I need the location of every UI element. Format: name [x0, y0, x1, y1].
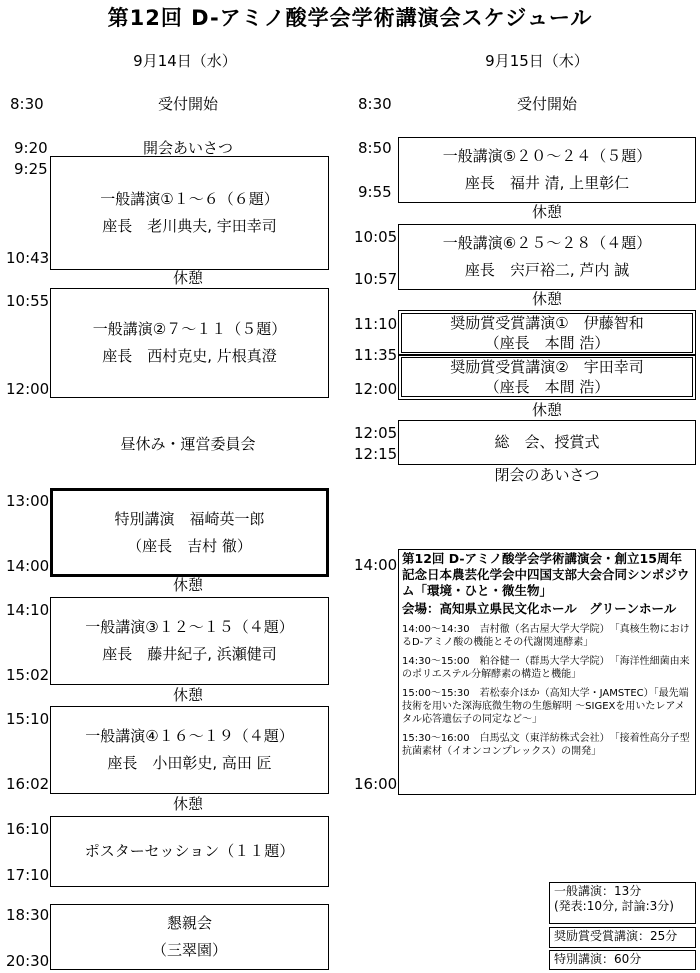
day1-lunch: 昼休み・運営委員会 — [120, 435, 256, 453]
day2-closing: 閉会のあいさつ — [494, 466, 600, 484]
day1-reception: 受付開始 — [157, 95, 218, 113]
symposium-talk: 15:00～15:30 若松泰介ほか（高知大学・JAMSTEC）「最先端技術を用いた深海底微生物の生態解明 ～SIGEXを用いたレアメタル応答遺伝子の同定など～」 — [402, 688, 689, 725]
day2-time-1110: 11:10 — [354, 315, 398, 333]
day2-reception: 受付開始 — [516, 95, 577, 113]
day1-time-1502: 15:02 — [6, 666, 50, 684]
day1-time-1055: 10:55 — [6, 292, 50, 310]
banquet-venue: （三翠園） — [151, 941, 227, 959]
session6-title: 一般講演⑥２５～２８（４題） — [442, 234, 652, 252]
symposium-talk: 15:30～16:00 白馬弘文（東洋紡株式会社） 「接着性高分子型抗菌素材（イオンコンプレックス）の開発」 — [402, 733, 690, 757]
session4-title: 一般講演④１６～１９（４題） — [85, 727, 294, 745]
poster-session-box — [50, 816, 329, 887]
day1-time-1830: 18:30 — [6, 906, 50, 924]
day1-time-1510: 15:10 — [6, 710, 50, 728]
day2-time-1200: 12:00 — [354, 380, 398, 398]
poster-session-title: ポスターセッション（１１題） — [84, 842, 295, 860]
session1-title: 一般講演①１～６（６題） — [100, 190, 279, 208]
general-meeting-title: 総 会、授賞式 — [494, 433, 600, 451]
symposium-box — [398, 549, 696, 795]
legend-general-line1: 一般講演：13分 — [554, 884, 642, 898]
day2-time-1135: 11:35 — [354, 346, 398, 364]
day1-time-1400: 14:00 — [6, 557, 50, 575]
session2-chair: 座長 西村克史, 片根真澄 — [102, 347, 277, 365]
day1-time-1200: 12:00 — [6, 380, 50, 398]
day2-break3: 休憩 — [531, 401, 562, 419]
session3-chair: 座長 藤井紀子, 浜瀬健司 — [102, 645, 277, 663]
session2-box — [50, 288, 329, 398]
day1-time-1710: 17:10 — [6, 866, 50, 884]
day2-time-1005: 10:05 — [354, 228, 398, 246]
day2-break2: 休憩 — [531, 290, 562, 308]
session4-box — [50, 706, 329, 794]
day1-time-0830: 8:30 — [10, 95, 44, 113]
day2-time-1057: 10:57 — [354, 270, 398, 288]
banquet-box — [50, 904, 329, 970]
legend-general — [549, 882, 696, 924]
day2-time-1600: 16:00 — [354, 775, 398, 793]
award1-chair: （座長 本間 浩） — [484, 334, 610, 352]
special-lecture-title: 特別講演 福崎英一郎 — [114, 509, 265, 528]
session6-chair: 座長 宍戸裕二, 芦内 誠 — [464, 261, 630, 279]
legend-award-text: 奨励賞受賞講演：25分 — [554, 929, 678, 943]
day2-break1: 休憩 — [531, 203, 562, 221]
day1-time-1602: 16:02 — [6, 775, 50, 793]
day1-time-1410: 14:10 — [6, 601, 50, 619]
day2-time-0955: 9:55 — [358, 183, 392, 201]
session1-chair: 座長 老川典夫, 宇田幸司 — [102, 217, 277, 235]
session1-box — [50, 156, 329, 270]
general-meeting-box — [398, 420, 696, 465]
symposium-talk: 14:30～15:00 粕谷健一（群馬大学大学院） 「海洋性細菌由来のポリエステル分解酵素の構造と機能」 — [402, 656, 690, 680]
legend-special — [549, 950, 696, 970]
day1-time-0925: 9:25 — [14, 160, 48, 178]
session5-box — [398, 137, 696, 203]
day1-break1: 休憩 — [172, 269, 203, 287]
award2-box — [398, 354, 696, 400]
day1-time-1043: 10:43 — [6, 249, 50, 267]
day1-break3: 休憩 — [172, 686, 203, 704]
award1-box — [398, 310, 696, 356]
banquet-title: 懇親会 — [166, 914, 212, 932]
day1-time-1300: 13:00 — [6, 492, 50, 510]
day1-time-0920: 9:20 — [14, 139, 48, 157]
award1-title: 奨励賞受賞講演① 伊藤智和 — [450, 314, 644, 332]
symposium-title: 第12回 D-アミノ酸学会学術講演会・創立15周年記念日本農芸化学会中四国支部大会合同シンポジウム「環境・ひと・微生物」 — [402, 551, 690, 598]
special-lecture-chair: （座長 吉村 徹） — [127, 536, 252, 555]
legend-award — [549, 927, 696, 948]
award2-chair: （座長 本間 浩） — [484, 378, 610, 396]
special-lecture-box — [50, 488, 329, 577]
day2-date: 9月15日（木） — [485, 52, 589, 70]
day1-time-1610: 16:10 — [6, 820, 50, 838]
day1-opening: 開会あいさつ — [142, 139, 233, 157]
award2-title: 奨励賞受賞講演② 宇田幸司 — [450, 358, 644, 376]
day2-time-1215: 12:15 — [354, 445, 398, 463]
session3-box — [50, 597, 329, 685]
session4-chair: 座長 小田彰史, 高田 匠 — [107, 754, 272, 772]
day1-break4: 休憩 — [172, 795, 203, 813]
legend-general-line2: (発表:10分, 討論:3分) — [554, 899, 674, 913]
symposium-venue: 会場：高知県立県民文化ホール グリーンホール — [402, 601, 677, 616]
session2-title: 一般講演②７～１１（５題） — [92, 320, 287, 338]
symposium-talk: 14:00～14:30 吉村徹（名古屋大学大学院） 「真核生物におけるD-アミノ酸の機能とその代謝関連酵素」 — [402, 624, 690, 648]
page-title: 第12回 D-アミノ酸学会学術講演会スケジュール — [107, 6, 593, 30]
legend-special-text: 特別講演：60分 — [554, 952, 642, 966]
session6-box — [398, 224, 696, 290]
day2-time-1400: 14:00 — [354, 556, 398, 574]
day1-time-2030: 20:30 — [6, 952, 50, 970]
day1-date: 9月14日（水） — [133, 52, 237, 70]
session5-chair: 座長 福井 清, 上里彰仁 — [464, 174, 630, 192]
day2-time-0830: 8:30 — [358, 95, 392, 113]
day2-time-0850: 8:50 — [358, 139, 392, 157]
day2-time-1205: 12:05 — [354, 424, 398, 442]
session5-title: 一般講演⑤２０～２４（５題） — [442, 147, 652, 165]
day1-break2: 休憩 — [172, 576, 203, 594]
session3-title: 一般講演③１２～１５（４題） — [85, 618, 294, 636]
